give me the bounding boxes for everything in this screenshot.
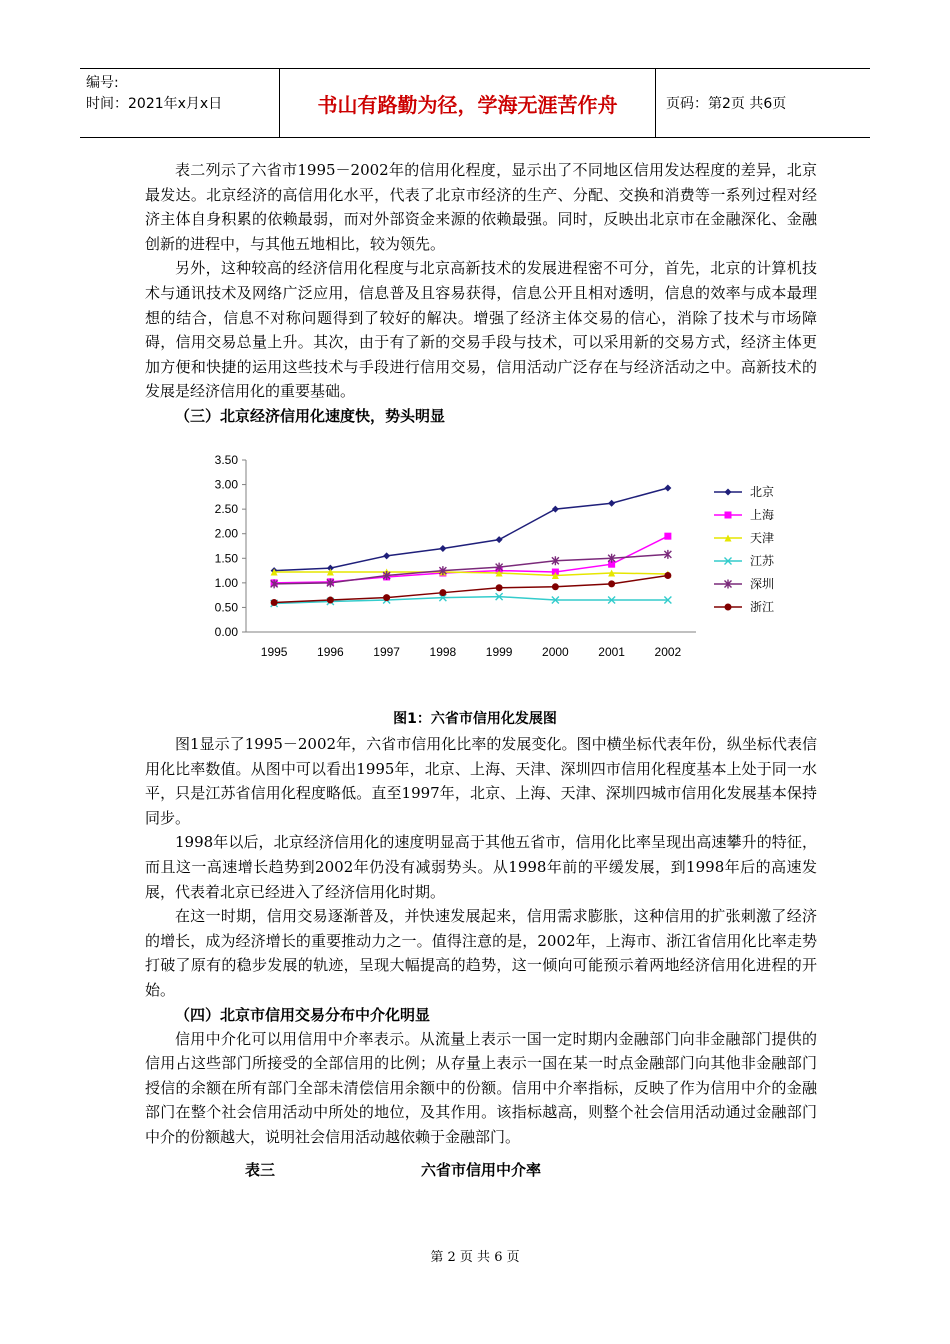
section-heading: （三）北京经济信用化速度快，势头明显: [175, 406, 446, 425]
legend-item: [714, 484, 774, 499]
data-point: [608, 500, 615, 507]
section-text-1: [145, 158, 817, 428]
x-tick-label: 1998: [429, 645, 457, 659]
y-tick-label: 0.00: [214, 625, 238, 639]
x-tick-label: 1997: [373, 645, 400, 659]
table-label: 表三: [245, 1160, 276, 1179]
data-point: [725, 489, 732, 496]
legend-label: 北京: [750, 485, 775, 499]
data-point: [496, 536, 503, 543]
chart-svg: [196, 446, 796, 668]
header-page-info: 页码：第2页 共6页: [666, 96, 787, 112]
y-tick-label: 2.50: [214, 502, 238, 517]
x-tick-label: 1996: [317, 645, 344, 659]
table-title: 六省市信用中介率: [421, 1160, 542, 1179]
x-tick-label: 2002: [654, 645, 682, 659]
data-point: [271, 599, 278, 606]
series-2: [271, 569, 672, 579]
y-tick-label: 1.00: [214, 575, 238, 590]
legend-label: 天津: [750, 531, 775, 545]
paragraph: 在这一时期，信用交易逐渐普及，并快速发展起来，信用需求膨胀，这种信用的扩张刺激了经济的增长，成为经济增长的重要推动力之一。值得注意的是，2002年，上海市、浙江省信用化比率走势打破了原有的稳步发展的轨迹，呈现大幅提高的趋势，这一倾向可能预示着两地经济信用化进程的开始。: [145, 907, 817, 999]
y-tick-label: 3.00: [214, 477, 238, 492]
document-number: 编号:: [86, 75, 119, 91]
y-tick-label: 0.50: [214, 600, 238, 615]
data-point: [383, 552, 390, 559]
legend-item: [714, 599, 774, 614]
y-tick-label: 1.50: [214, 551, 238, 566]
paragraph: 图1显示了1995－2002年，六省市信用化比率的发展变化。图中横坐标代表年份，纵坐标代表信用化比率数值。从图中可以看出1995年，北京、上海、天津、深圳四市信用化程度基本上处于同一水平，只是江苏省信用化程度略低。直至1997年，北京、上海、天津、深圳四城市信用化发展基本保持同步。: [145, 735, 817, 827]
page-header: [80, 68, 870, 138]
legend-item: [714, 577, 774, 591]
data-point: [327, 597, 334, 604]
paragraph: 信用中介化可以用信用中介率表示。从流量上表示一国一定时期内金融部门向非金融部门提供的信用占这些部门所接受的全部信用的比例；从存量上表示一国在某一时点金融部门向其他非金融部门授信的余额在所有部门全部未清偿信用余额中的份额。信用中介率指标，反映了作为信用中介的金融部门在整个社会信用活动中所处的地位，及其作用。该指标越高，则整个社会信用活动通过金融部门中介的份额越大，说明社会信用活动越依赖于金融部门。: [145, 1029, 817, 1146]
header-meta: [80, 69, 280, 137]
x-tick-label: 1999: [485, 645, 513, 659]
legend-label: 深圳: [750, 577, 775, 591]
data-point: [439, 545, 446, 552]
data-point: [664, 533, 671, 540]
data-point: [552, 506, 559, 513]
paragraph: 表二列示了六省市1995－2002年的信用化程度，显示出了不同地区信用发达程度的差异，北京最发达。北京经济的高信用化水平，代表了北京市经济的生产、分配、交换和消费等一系列过程对经济主体自身积累的依赖最弱，而对外部资金来源的依赖最强。同时，反映出北京市在金融深化、金融创新的进程中，与其他五地相比，较为领先。: [145, 161, 817, 253]
data-point: [725, 604, 732, 611]
x-tick-label: 2001: [598, 645, 625, 659]
paragraph: 1998年以后，北京经济信用化的速度明显高于其他五省市，信用化比率呈现出高速攀升的特征，而且这一高速增长趋势到2002年仍没有减弱势头。从1998年前的平缓发展，到1998年后的高速发展，代表着北京已经进入了经济信用化时期。: [145, 833, 817, 901]
section-heading: （四）北京市信用交易分布中介化明显: [175, 1005, 431, 1024]
section-text-2: [145, 732, 817, 1182]
data-point: [725, 512, 732, 519]
document-date: 时间：2021年x月x日: [86, 96, 223, 112]
data-point: [552, 583, 559, 590]
data-point: [608, 580, 615, 587]
page-footer: 第 2 页 共 6 页: [430, 1250, 520, 1265]
legend-label: 上海: [750, 508, 775, 522]
header-motto: 书山有路勤为径，学海无涯苦作舟: [280, 69, 656, 137]
paragraph: 另外，这种较高的经济信用化程度与北京高新技术的发展进程密不可分，首先，北京的计算机技术与通讯技术及网络广泛应用，信息普及且容易获得，信息公开且相对透明，信息的效率与成本最理想的结合，信息不对称问题得到了较好的解决。增强了经济主体交易的信心，消除了技术与市场障碍，信用交易总量上升。其次，由于有了新的交易手段与技术，可以采用新的交易方式，经济主体更加方便和快捷的运用这些技术与手段进行信用交易，信用活动广泛存在与经济活动之中。高新技术的发展是经济信用化的重要基础。: [145, 259, 817, 401]
legend-item: [714, 507, 774, 522]
legend-label: 江苏: [750, 554, 775, 568]
y-tick-label: 3.50: [214, 453, 238, 467]
x-tick-label: 1995: [260, 645, 288, 659]
y-tick-label: 2.00: [214, 526, 238, 541]
legend-item: [714, 554, 775, 568]
data-point: [664, 572, 671, 579]
data-point: [383, 594, 390, 601]
figure-caption: 图1：六省市信用化发展图: [393, 711, 557, 727]
data-point: [496, 584, 503, 591]
table-title-row: [145, 1158, 817, 1182]
x-tick-label: 2000: [542, 645, 569, 659]
line-chart: [196, 446, 796, 668]
legend-label: 浙江: [750, 600, 775, 614]
data-point: [439, 589, 446, 596]
data-point: [664, 485, 671, 492]
legend-item: [714, 530, 774, 545]
